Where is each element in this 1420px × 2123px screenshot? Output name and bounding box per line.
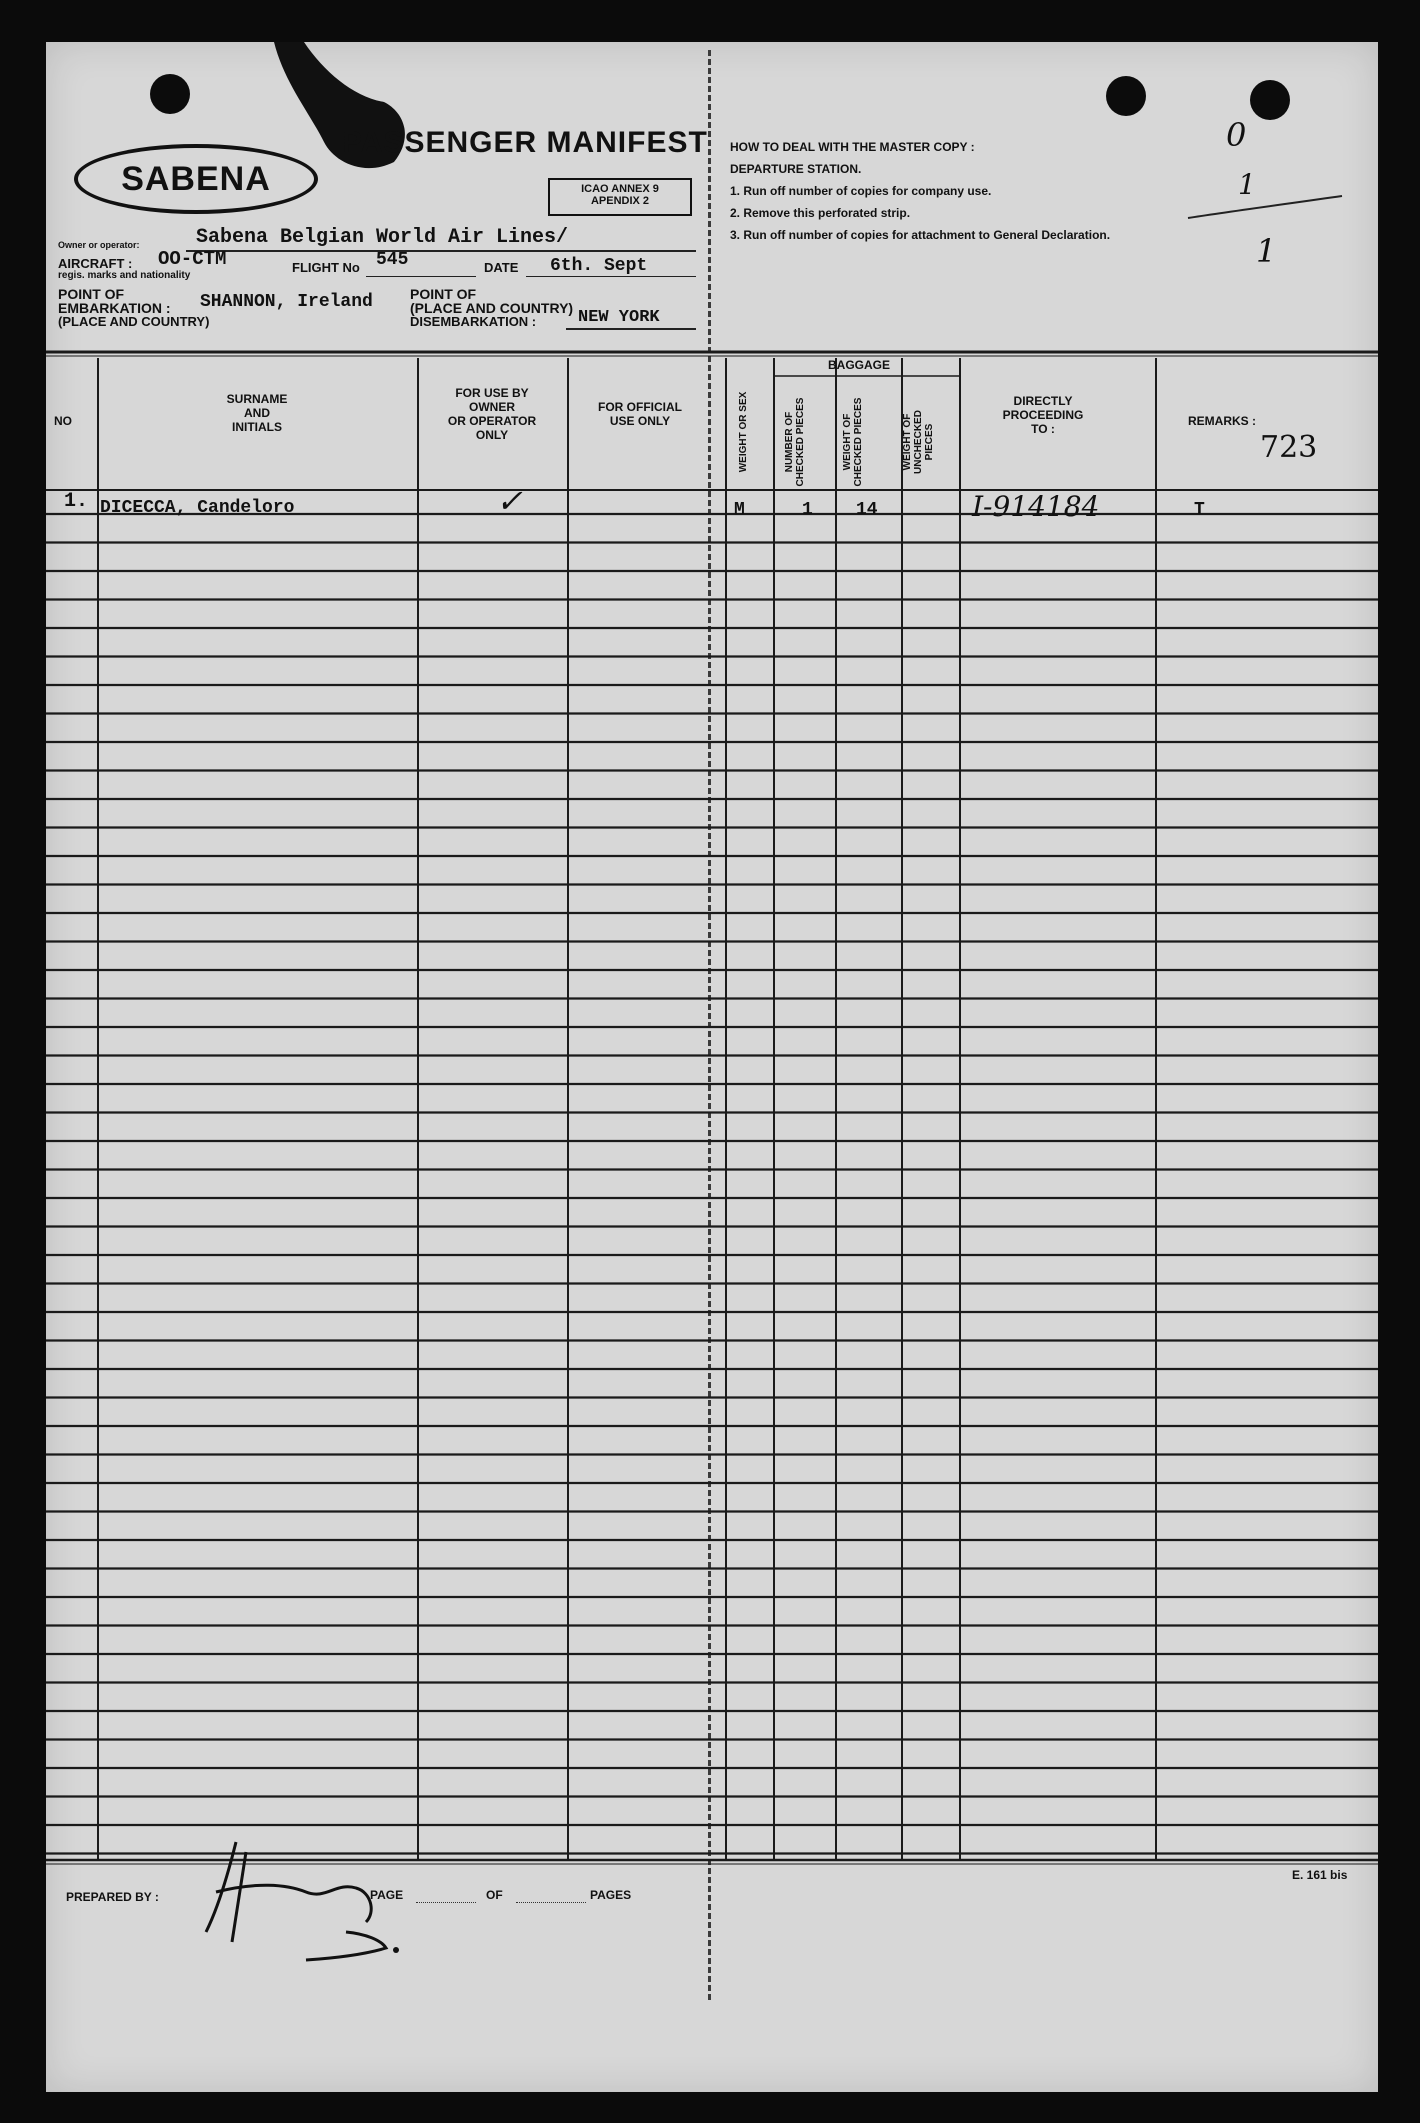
of-label: OF — [486, 1888, 503, 1902]
page-blank — [416, 1902, 476, 1903]
disembark-label-2: (PLACE AND COUNTRY) — [410, 300, 574, 316]
remarks-handwritten-number: 723 — [1260, 430, 1318, 465]
col-bag-unchecked-header: WEIGHT OF UNCHECKED PIECES — [902, 410, 935, 474]
aircraft-label: AIRCRAFT : — [58, 256, 133, 271]
aircraft-sub-label: regis. marks and nationality — [58, 270, 191, 281]
date-value: 6th. Sept — [550, 256, 648, 276]
col-bag-weight-header: WEIGHT OF CHECKED PIECES — [842, 397, 864, 487]
instructions-line-4: 3. Run off number of copies for attachment to General Declaration. — [730, 228, 1111, 242]
disembark-label-1: POINT OF — [410, 286, 477, 302]
col-owner-header: FOR USE BY OWNER OR OPERATOR ONLY — [447, 386, 537, 442]
row-1-pieces: 1 — [802, 500, 813, 520]
col-proceeding-header: DIRECTLY PROCEEDING TO : — [1002, 394, 1084, 436]
row-1-no: 1. — [64, 490, 89, 513]
sabena-logo: SABENA — [74, 144, 318, 214]
col-official-header: FOR OFFICIAL USE ONLY — [598, 400, 682, 428]
row-1-owner-mark: ✓ — [496, 482, 523, 520]
row-1-proceed: I-914184 — [972, 490, 1100, 523]
instructions-line-3: 2. Remove this perforated strip. — [730, 206, 911, 220]
col-no-header: NO — [54, 414, 72, 428]
instructions-line-1: DEPARTURE STATION. — [730, 162, 862, 176]
page-label: PAGE — [370, 1888, 404, 1902]
instructions-line-2: 1. Run off number of copies for company use. — [730, 184, 992, 198]
manifest-grid — [46, 42, 1378, 2092]
instructions-line-0: HOW TO DEAL WITH THE MASTER COPY : — [730, 140, 975, 154]
embark-label-3: (PLACE AND COUNTRY) — [58, 314, 210, 329]
manifest-sheet — [46, 42, 1378, 2092]
owner-value: Sabena Belgian World Air Lines/ — [196, 226, 569, 249]
handwritten-0: 0 — [1226, 116, 1247, 154]
aircraft-value: OO-CTM — [158, 248, 227, 270]
row-1-sex: M — [734, 500, 745, 520]
form-code: E. 161 bis — [1292, 1868, 1348, 1882]
disembark-value: NEW YORK — [578, 308, 660, 327]
embark-label-1: POINT OF — [58, 286, 125, 302]
col-baggage-header: BAGGAGE — [827, 358, 890, 372]
date-label: DATE — [484, 260, 519, 275]
owner-label: Owner or operator: — [58, 240, 140, 250]
manifest-title: PASSENGER MANIFEST — [342, 126, 708, 159]
disembark-label-3: DISEMBARKATION : — [410, 314, 537, 329]
row-1-remarks: T — [1194, 500, 1205, 520]
embark-value: SHANNON, Ireland — [200, 292, 373, 312]
flight-value: 545 — [376, 250, 409, 270]
row-1-weight: 14 — [856, 500, 878, 520]
handwritten-1b: 1 — [1256, 232, 1277, 270]
of-blank — [516, 1902, 586, 1903]
row-1-name: DICECCA, Candeloro — [100, 498, 295, 518]
col-bag-num-header: NUMBER OF CHECKED PIECES — [784, 397, 806, 487]
handwritten-1a: 1 — [1238, 168, 1256, 201]
pages-label: PAGES — [590, 1888, 632, 1902]
icao-annex-box: ICAO ANNEX 9 APENDIX 2 — [548, 178, 692, 216]
embark-label-2: EMBARKATION : — [58, 300, 171, 316]
prepared-by-label: PREPARED BY : — [66, 1890, 159, 1904]
col-weight-sex-header: WEIGHT OR SEX — [738, 391, 749, 473]
flight-label: FLIGHT No — [292, 260, 360, 275]
col-remarks-header: REMARKS : — [1188, 414, 1256, 428]
col-surname-header: SURNAME AND INITIALS — [226, 392, 288, 434]
